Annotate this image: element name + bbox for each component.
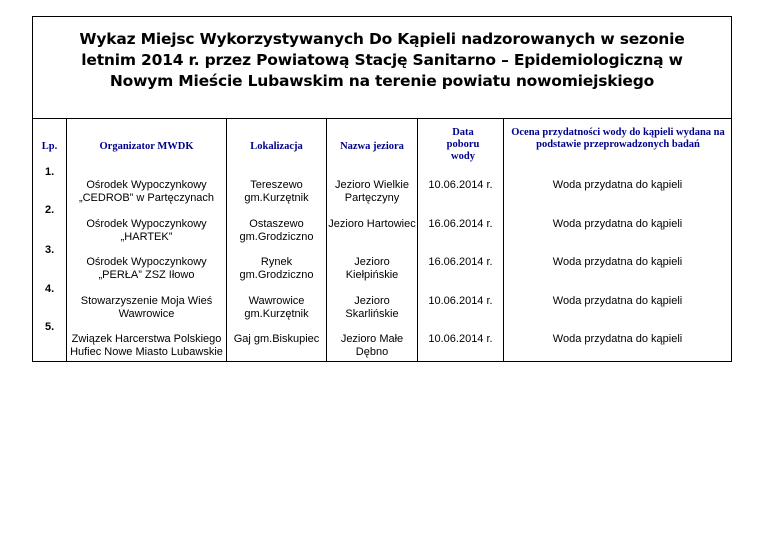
header-ocena: Ocena przydatności wody do kąpieli wydana na podstawie przeprowadzonych badań — [511, 127, 725, 150]
row-jezioro: Jezioro Małe Dębno — [340, 333, 404, 358]
row-lokalizacja: Tereszewo gm.Kurzętnik — [244, 179, 309, 204]
row-number: 3. — [45, 244, 55, 256]
row-jezioro: Jezioro Hartowiec — [328, 218, 416, 230]
document-title: Wykaz Miejsc Wykorzystywanych Do Kąpieli nadzorowanych w sezonie letnim 2014 r. przez Powiatową Stację Sanitarno – Epidemiologiczną w Nowym Mieście Lubawskim na terenie powiatu nowomiejskiego — [79, 30, 685, 90]
row-organizator: Ośrodek Wypoczynkowy „PERŁA” ZSZ Iłowo — [86, 256, 207, 281]
row-number: 2. — [45, 204, 55, 216]
row-organizator: Związek Harcerstwa Polskiego Hufiec Nowe Miasto Lubawskie — [70, 333, 223, 358]
header-data-poboru: Data poboru wody — [446, 127, 480, 162]
row-number: 5. — [45, 321, 55, 333]
row-organizator: Ośrodek Wypoczynkowy „HARTEK” — [86, 218, 207, 243]
row-ocena: Woda przydatna do kąpieli — [552, 295, 683, 307]
row-lokalizacja: Rynek gm.Grodziczno — [239, 256, 314, 281]
row-data: 10.06.2014 r. — [428, 333, 493, 345]
header-lokalizacja: Lokalizacja — [250, 141, 303, 152]
column-divider — [417, 118, 418, 361]
row-data: 16.06.2014 r. — [428, 256, 493, 268]
bathing-sites-table — [32, 16, 732, 362]
row-lokalizacja: Ostaszewo gm.Grodziczno — [239, 218, 314, 243]
header-nazwa-jeziora: Nazwa jeziora — [340, 141, 404, 152]
row-organizator: Ośrodek Wypoczynkowy „CEDROB” w Partęczynach — [78, 179, 215, 204]
row-ocena: Woda przydatna do kąpieli — [552, 256, 683, 268]
row-ocena: Woda przydatna do kąpieli — [552, 333, 683, 345]
title-box — [33, 17, 731, 119]
row-ocena: Woda przydatna do kąpieli — [552, 218, 683, 230]
row-number: 1. — [45, 166, 55, 178]
row-ocena: Woda przydatna do kąpieli — [552, 179, 683, 191]
row-lokalizacja: Gaj gm.Biskupiec — [233, 333, 320, 345]
row-lokalizacja: Wawrowice gm.Kurzętnik — [244, 295, 309, 320]
row-number: 4. — [45, 283, 55, 295]
row-organizator: Stowarzyszenie Moja Wieś Wawrowice — [80, 295, 213, 320]
row-data: 10.06.2014 r. — [428, 179, 493, 191]
row-data: 16.06.2014 r. — [428, 218, 493, 230]
row-jezioro: Jezioro Kiełpińskie — [345, 256, 399, 281]
column-divider — [503, 118, 504, 361]
row-data: 10.06.2014 r. — [428, 295, 493, 307]
column-divider — [326, 118, 327, 361]
header-organizator: Organizator MWDK — [99, 141, 194, 152]
header-lp: Lp. — [41, 141, 58, 152]
row-jezioro: Jezioro Wielkie Partęczyny — [335, 179, 409, 204]
row-jezioro: Jezioro Skarlińskie — [345, 295, 399, 320]
